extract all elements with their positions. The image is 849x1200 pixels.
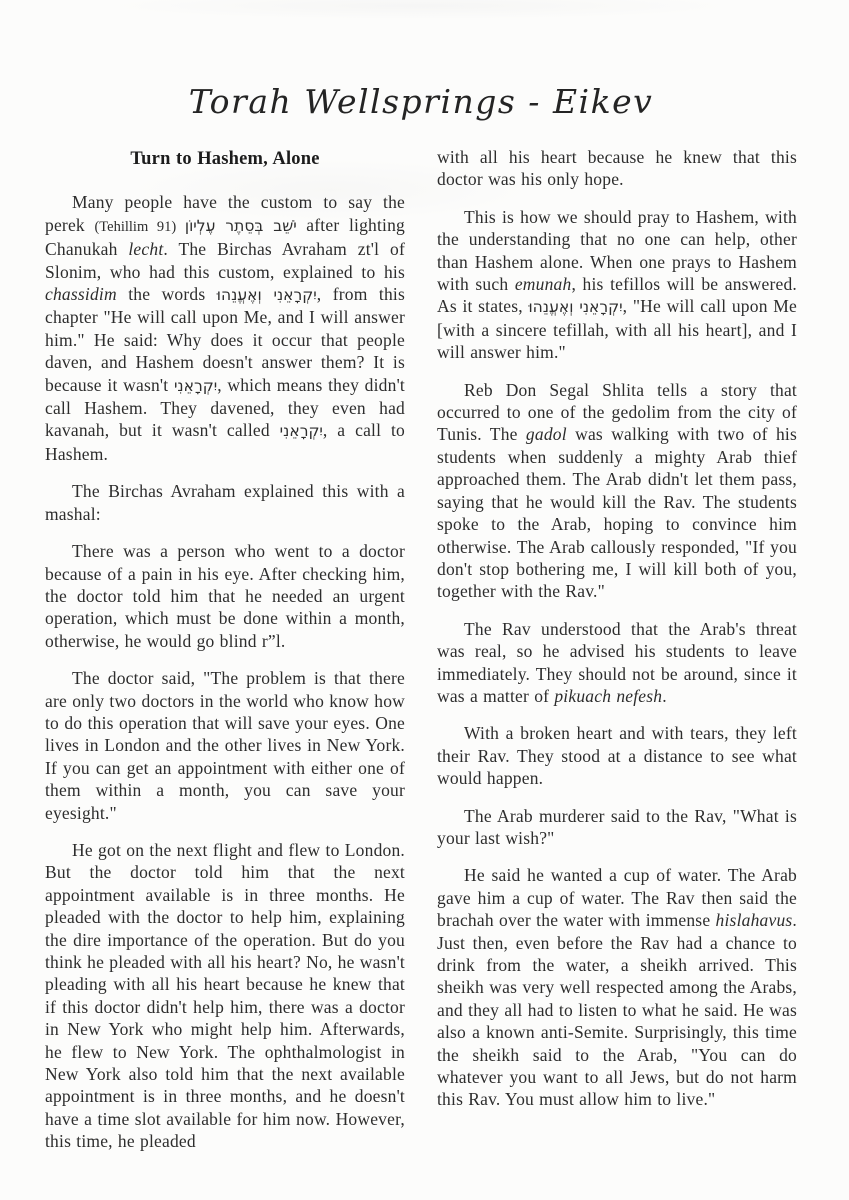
text-run: , his tefillos will be answered. As it states, [437, 274, 798, 317]
right-column [437, 146, 797, 1168]
text-run: was walking with two of his students when suddenly a mighty Arab thief approached them. The Arab didn't let them pass, saying that he would kill the Rav. The students spoke to the Arab, hoping to convince him otherwise. The Arab callously responded, "If you don't stop bothering me, I will kill both of you, together with the Rav." [437, 424, 797, 602]
text-run: He got on the next flight and flew to London. But the doctor told him that the next appointment available is in three months. He pleaded with the doctor to help him, explaining the dire importance of the operation. But do you think he pleaded with all his heart? No, he wasn't pleading with all his heart because he knew that if this doctor didn't help him, there was a doctor in New York who might help him. Afterwards, he flew to New York. The ophthalmologist in New York also told him that the next available appointment is in three months, and he doesn't have a time slot available for him now. However, this time, he pleaded [45, 839, 405, 1152]
text-run: , a call to Hashem. [45, 420, 405, 464]
paragraph [45, 839, 405, 1153]
paragraph [45, 540, 405, 652]
text-run: There was a person who went to a doctor because of a pain in his eye. After checking him, the doctor told him that he needed an urgent operation, which must be done within a month, otherwise, he would go blind r”l. [45, 541, 405, 651]
text-run: . The Birchas Avraham zt'l of Slonim, who had this custom, explained to his [45, 239, 406, 282]
section-heading: Turn to Hashem, Alone [130, 149, 320, 169]
source-citation: (Tehillim 91) [94, 218, 185, 235]
page-title: Torah Wellsprings - Eikev [188, 82, 654, 121]
paragraph [45, 667, 405, 824]
hebrew-phrase: יִקְרָאֵנִי וְאֶעֱנֵהוּ [216, 286, 317, 305]
text-run: . Just then, even before the Rav had a chance to drink from the water, a sheikh arrived. This sheikh was very well respected among the Arabs, and they all had to listen to what he said. He was also a known anti-Semite. Surprisingly, this time the sheikh said to the Arab, "You can do whatever you want to all Jews, but do not harm this Rav. You must allow him to live." [437, 910, 797, 1110]
italic-term: chassidim [45, 284, 117, 305]
paragraph [437, 146, 797, 191]
text-run: The Rav understood that the Arab's threat was real, so he advised his students to leave immediately. They should not be around, since it was a matter of [437, 618, 797, 706]
hebrew-phrase: יִקְרָאֵנִי [173, 376, 218, 395]
text-run: The Arab murderer said to the Rav, "What is your last wish?" [437, 805, 797, 848]
paragraph [45, 191, 405, 465]
hebrew-phrase: יִקְרָאֵנִי וְאֶעֱנֵהוּ [528, 298, 623, 317]
paragraph [437, 206, 797, 364]
italic-term: gadol [525, 424, 567, 445]
text-run: with all his heart because he knew that this doctor was his only hope. [437, 147, 797, 190]
paragraph [437, 722, 797, 789]
italic-term: hislahavus [715, 910, 793, 931]
text-run: , which means they didn't call Hashem. They davened, they even had kavanah, but it wasn't called [45, 374, 405, 441]
text-run: Many people have the custom to say the perek [45, 192, 405, 235]
italic-term: lecht [128, 239, 164, 260]
left-column [45, 146, 405, 1168]
text-run: The doctor said, "The problem is that there are only two doctors in the world who know how to do this operation that will save your eyes. One lives in London and the other lives in New York. If you can get an appointment with either one of them within a month, you can save your eyesight." [45, 668, 405, 823]
text-run: With a broken heart and with tears, they left their Rav. They stood at a distance to see what would happen. [437, 723, 797, 789]
paragraph [437, 618, 797, 708]
two-column-layout [45, 146, 797, 1168]
hebrew-phrase: יֹשֵׁב בְּסֵתֶר עֶלְיוֹן [184, 216, 297, 235]
text-run: Reb Don Segal Shlita tells a story that occurred to one of the gedolim from the city of Tunis. The [437, 379, 797, 445]
text-run: This is how we should pray to Hashem, with the understanding that no one can help, other than Hashem alone. When one prays to Hashem with such [437, 206, 797, 295]
paragraph [437, 864, 797, 1110]
text-run: , from this chapter "He will call upon Me, and I will answer him." He said: Why does it occur that people daven, and Hashem doesn't answer them? It is because it wasn't [45, 284, 405, 395]
italic-term: pikuach nefesh [554, 685, 663, 706]
paragraph [437, 805, 797, 850]
italic-term: emunah [514, 274, 572, 295]
paragraph [437, 379, 797, 603]
text-run: after lighting Chanukah [45, 214, 406, 260]
paragraph [45, 480, 405, 525]
text-run: He said he wanted a cup of water. The Arab gave him a cup of water. The Rav then said the brachah over the water with immense [437, 865, 797, 931]
text-run: , "He will call upon Me [with a sincere tefillah, with all his heart], and I will answer him." [437, 296, 797, 363]
text-run: . [662, 685, 667, 706]
hebrew-phrase: יִקְרָאֵנִי [279, 422, 323, 441]
text-run: The Birchas Avraham explained this with a mashal: [45, 481, 405, 524]
text-run: the words [116, 284, 217, 305]
